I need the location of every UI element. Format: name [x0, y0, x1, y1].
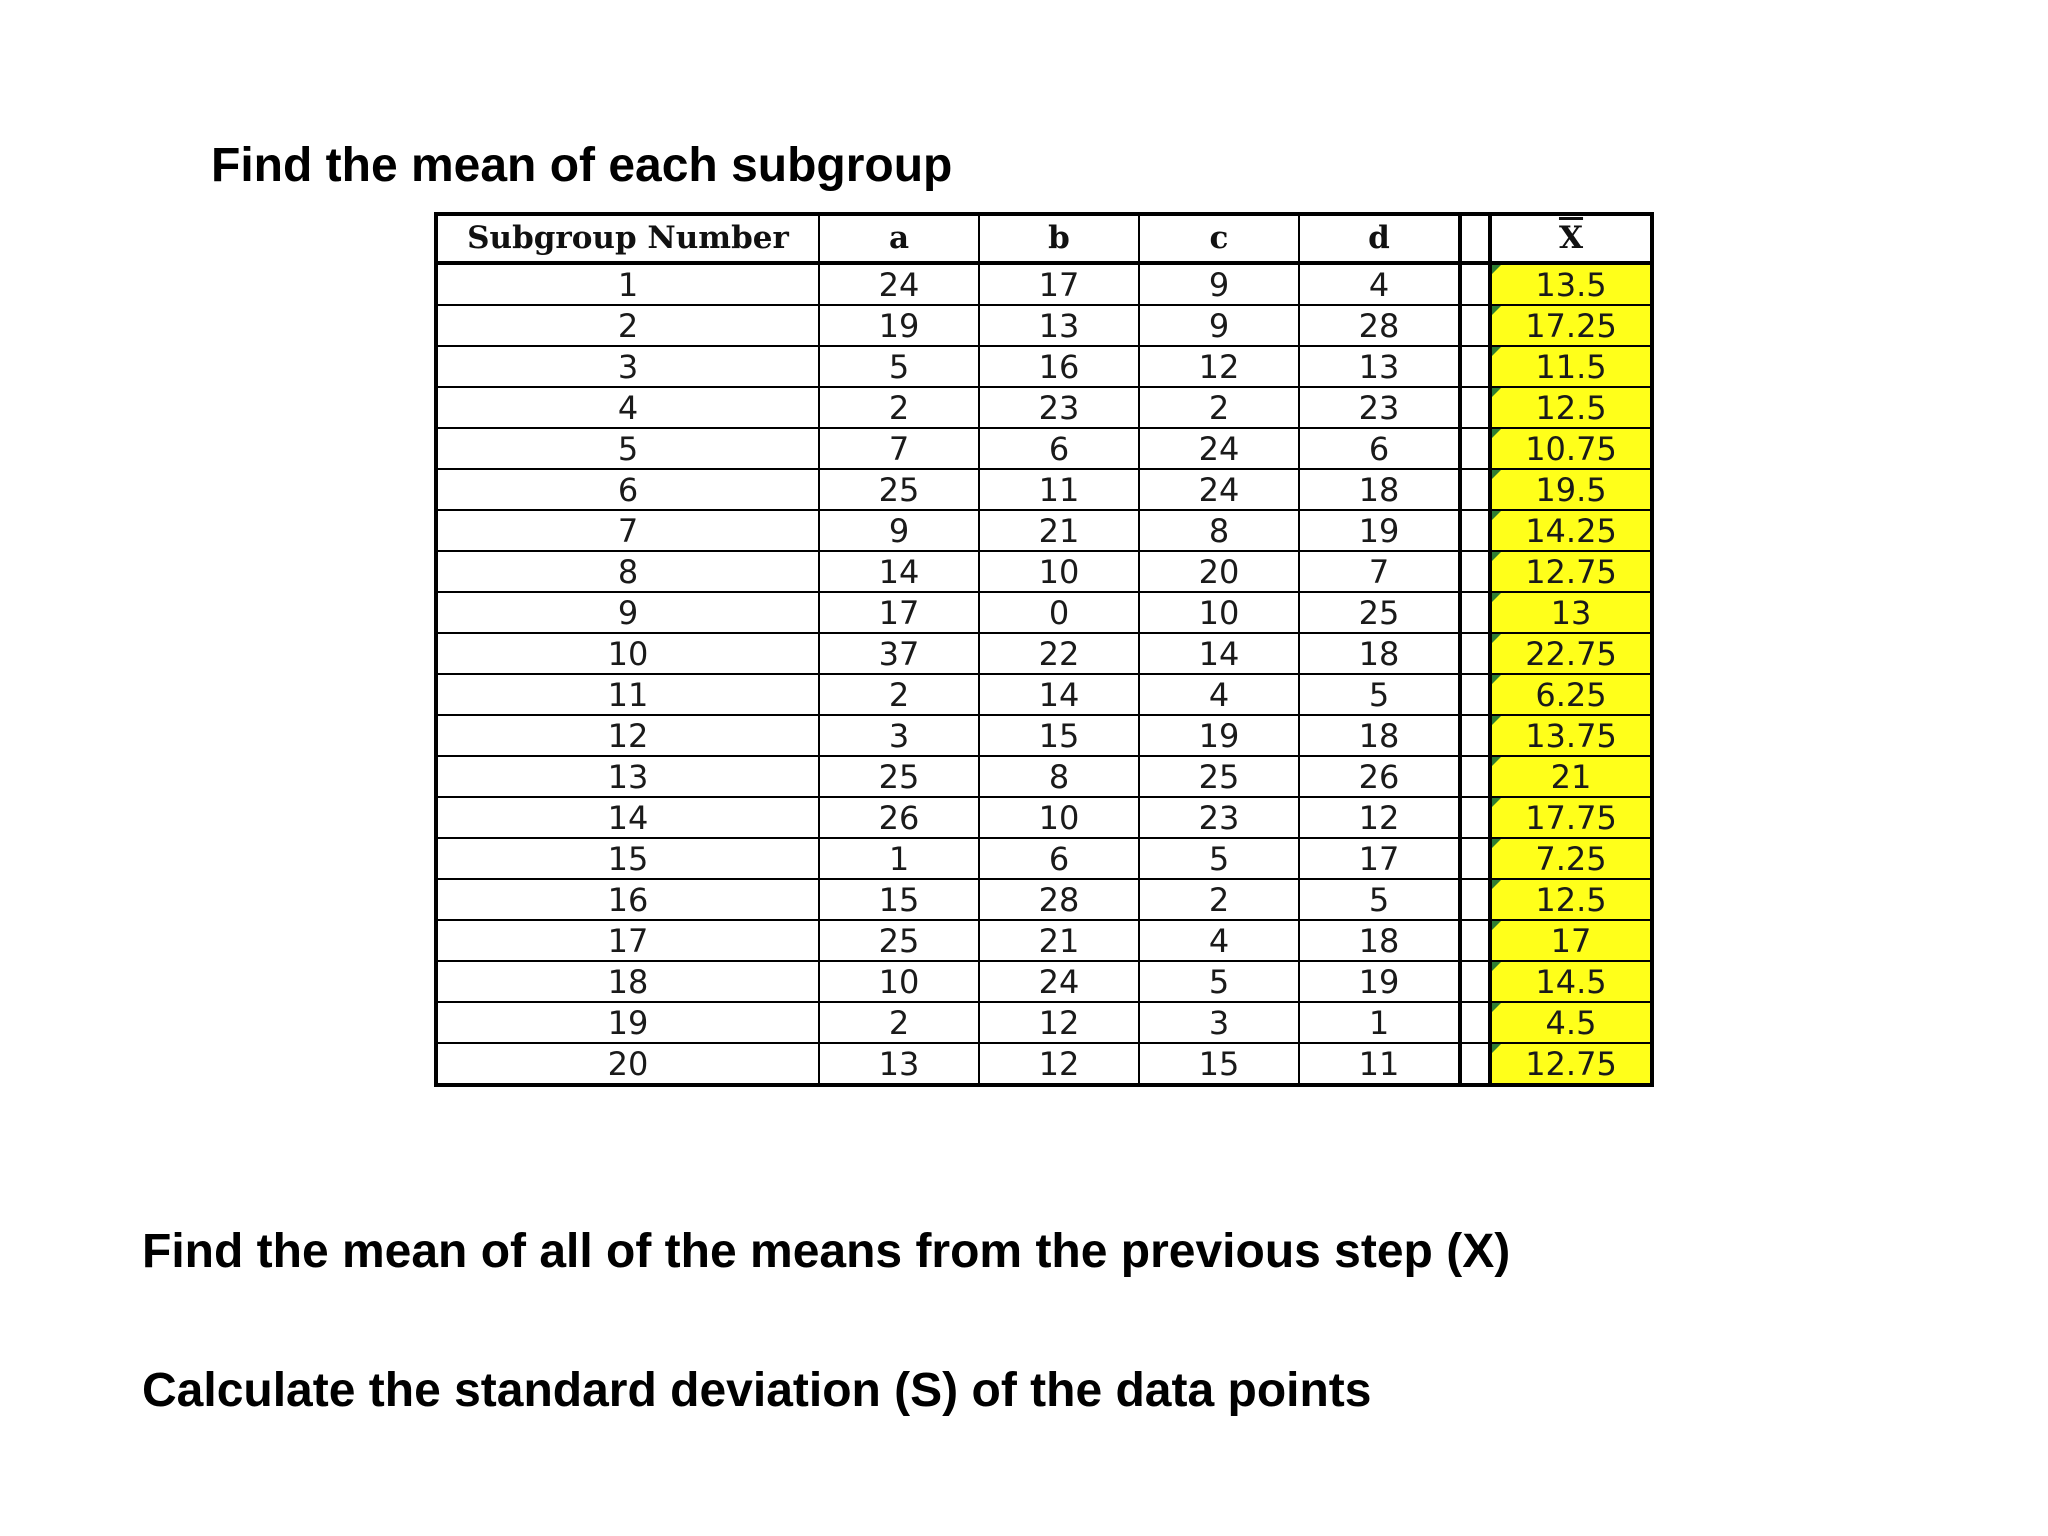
cell-a[interactable]: 14: [819, 551, 979, 592]
cell-subgroup-number[interactable]: 1: [436, 263, 819, 305]
cell-subgroup-number[interactable]: 9: [436, 592, 819, 633]
table-row: [436, 469, 1652, 510]
cell-a[interactable]: 2: [819, 387, 979, 428]
cell-b[interactable]: 21: [979, 510, 1139, 551]
cell-subgroup-number[interactable]: 13: [436, 756, 819, 797]
cell-a[interactable]: 26: [819, 797, 979, 838]
heading-grand-mean: Find the mean of all of the means from the previous step (X): [142, 1225, 1511, 1278]
header-a: a: [819, 214, 979, 263]
table-row: [436, 305, 1652, 346]
cell-c[interactable]: 2: [1139, 879, 1299, 920]
table-row: [436, 879, 1652, 920]
cell-mean[interactable]: 10.75: [1490, 428, 1652, 469]
cell-d[interactable]: 7: [1299, 551, 1460, 592]
cell-a[interactable]: 37: [819, 633, 979, 674]
header-spacer: [1460, 214, 1490, 263]
cell-b[interactable]: 24: [979, 961, 1139, 1002]
table-row: [436, 838, 1652, 879]
cell-mean[interactable]: 17: [1490, 920, 1652, 961]
table-row: [436, 428, 1652, 469]
cell-c[interactable]: 23: [1139, 797, 1299, 838]
cell-d[interactable]: 13: [1299, 346, 1460, 387]
cell-c[interactable]: 19: [1139, 715, 1299, 756]
cell-c[interactable]: 5: [1139, 961, 1299, 1002]
cell-b[interactable]: 17: [979, 263, 1139, 305]
cell-a[interactable]: 3: [819, 715, 979, 756]
cell-c[interactable]: 14: [1139, 633, 1299, 674]
cell-b[interactable]: 21: [979, 920, 1139, 961]
cell-mean[interactable]: 12.75: [1490, 1043, 1652, 1085]
cell-spacer: [1460, 469, 1490, 510]
cell-a[interactable]: 10: [819, 961, 979, 1002]
cell-b[interactable]: 15: [979, 715, 1139, 756]
table-row: [436, 387, 1652, 428]
cell-b[interactable]: 12: [979, 1043, 1139, 1085]
table-row: [436, 510, 1652, 551]
cell-d[interactable]: 19: [1299, 510, 1460, 551]
cell-mean[interactable]: 13.5: [1490, 263, 1652, 305]
cell-d[interactable]: 12: [1299, 797, 1460, 838]
cell-a[interactable]: 25: [819, 920, 979, 961]
cell-d[interactable]: 6: [1299, 428, 1460, 469]
cell-d[interactable]: 19: [1299, 961, 1460, 1002]
cell-subgroup-number[interactable]: 2: [436, 305, 819, 346]
cell-spacer: [1460, 674, 1490, 715]
cell-spacer: [1460, 592, 1490, 633]
cell-d[interactable]: 26: [1299, 756, 1460, 797]
cell-d[interactable]: 5: [1299, 879, 1460, 920]
cell-mean[interactable]: 11.5: [1490, 346, 1652, 387]
header-row: [436, 214, 1652, 263]
cell-mean[interactable]: 12.75: [1490, 551, 1652, 592]
cell-subgroup-number[interactable]: 10: [436, 633, 819, 674]
header-d: d: [1299, 214, 1460, 263]
header-subgroup-number: Subgroup Number: [436, 214, 819, 263]
cell-a[interactable]: 7: [819, 428, 979, 469]
cell-b[interactable]: 10: [979, 797, 1139, 838]
cell-b[interactable]: 6: [979, 428, 1139, 469]
cell-spacer: [1460, 510, 1490, 551]
cell-c[interactable]: 4: [1139, 920, 1299, 961]
cell-spacer: [1460, 428, 1490, 469]
table-row: [436, 756, 1652, 797]
cell-c[interactable]: 3: [1139, 1002, 1299, 1043]
cell-d[interactable]: 25: [1299, 592, 1460, 633]
cell-a[interactable]: 2: [819, 674, 979, 715]
cell-mean[interactable]: 13: [1490, 592, 1652, 633]
cell-mean[interactable]: 6.25: [1490, 674, 1652, 715]
cell-subgroup-number[interactable]: 15: [436, 838, 819, 879]
cell-mean[interactable]: 12.5: [1490, 387, 1652, 428]
cell-d[interactable]: 18: [1299, 920, 1460, 961]
cell-a[interactable]: 1: [819, 838, 979, 879]
cell-spacer: [1460, 1043, 1490, 1085]
spreadsheet-grid: [434, 212, 1654, 1087]
cell-subgroup-number[interactable]: 7: [436, 510, 819, 551]
cell-b[interactable]: 13: [979, 305, 1139, 346]
cell-b[interactable]: 8: [979, 756, 1139, 797]
cell-mean[interactable]: 19.5: [1490, 469, 1652, 510]
cell-d[interactable]: 18: [1299, 469, 1460, 510]
cell-d[interactable]: 1: [1299, 1002, 1460, 1043]
cell-c[interactable]: 9: [1139, 305, 1299, 346]
cell-mean[interactable]: 7.25: [1490, 838, 1652, 879]
table-row: [436, 551, 1652, 592]
table-row: [436, 715, 1652, 756]
cell-c[interactable]: 4: [1139, 674, 1299, 715]
cell-c[interactable]: 24: [1139, 469, 1299, 510]
cell-d[interactable]: 5: [1299, 674, 1460, 715]
cell-mean[interactable]: 13.75: [1490, 715, 1652, 756]
cell-mean[interactable]: 14.25: [1490, 510, 1652, 551]
cell-b[interactable]: 16: [979, 346, 1139, 387]
subgroup-data-table: [434, 212, 1654, 1087]
cell-c[interactable]: 10: [1139, 592, 1299, 633]
cell-b[interactable]: 11: [979, 469, 1139, 510]
cell-c[interactable]: 5: [1139, 838, 1299, 879]
cell-spacer: [1460, 756, 1490, 797]
table-row: [436, 674, 1652, 715]
cell-d[interactable]: 18: [1299, 715, 1460, 756]
cell-spacer: [1460, 305, 1490, 346]
cell-d[interactable]: 18: [1299, 633, 1460, 674]
table-row: [436, 920, 1652, 961]
cell-d[interactable]: 17: [1299, 838, 1460, 879]
cell-subgroup-number[interactable]: 3: [436, 346, 819, 387]
cell-d[interactable]: 11: [1299, 1043, 1460, 1085]
heading-standard-deviation: Calculate the standard deviation (S) of the data points: [142, 1364, 1372, 1417]
cell-a[interactable]: 17: [819, 592, 979, 633]
cell-c[interactable]: 2: [1139, 387, 1299, 428]
cell-a[interactable]: 19: [819, 305, 979, 346]
cell-spacer: [1460, 961, 1490, 1002]
table-row: [436, 1002, 1652, 1043]
cell-b[interactable]: 6: [979, 838, 1139, 879]
cell-a[interactable]: 15: [819, 879, 979, 920]
table-row: [436, 633, 1652, 674]
cell-c[interactable]: 24: [1139, 428, 1299, 469]
cell-spacer: [1460, 633, 1490, 674]
cell-subgroup-number[interactable]: 18: [436, 961, 819, 1002]
cell-spacer: [1460, 715, 1490, 756]
cell-subgroup-number[interactable]: 12: [436, 715, 819, 756]
table-row: [436, 797, 1652, 838]
cell-subgroup-number[interactable]: 4: [436, 387, 819, 428]
cell-b[interactable]: 28: [979, 879, 1139, 920]
cell-subgroup-number[interactable]: 14: [436, 797, 819, 838]
cell-b[interactable]: 22: [979, 633, 1139, 674]
cell-spacer: [1460, 797, 1490, 838]
cell-subgroup-number[interactable]: 16: [436, 879, 819, 920]
table-row: [436, 592, 1652, 633]
cell-mean[interactable]: 17.75: [1490, 797, 1652, 838]
cell-subgroup-number[interactable]: 19: [436, 1002, 819, 1043]
cell-a[interactable]: 25: [819, 469, 979, 510]
cell-spacer: [1460, 838, 1490, 879]
cell-spacer: [1460, 920, 1490, 961]
cell-mean[interactable]: 22.75: [1490, 633, 1652, 674]
cell-subgroup-number[interactable]: 5: [436, 428, 819, 469]
cell-a[interactable]: 24: [819, 263, 979, 305]
cell-spacer: [1460, 346, 1490, 387]
header-c: c: [1139, 214, 1299, 263]
cell-c[interactable]: 25: [1139, 756, 1299, 797]
cell-b[interactable]: 0: [979, 592, 1139, 633]
cell-b[interactable]: 14: [979, 674, 1139, 715]
cell-d[interactable]: 4: [1299, 263, 1460, 305]
cell-d[interactable]: 28: [1299, 305, 1460, 346]
cell-a[interactable]: 25: [819, 756, 979, 797]
table-body: [436, 263, 1652, 1085]
cell-subgroup-number[interactable]: 11: [436, 674, 819, 715]
cell-a[interactable]: 2: [819, 1002, 979, 1043]
cell-c[interactable]: 9: [1139, 263, 1299, 305]
cell-mean[interactable]: 12.5: [1490, 879, 1652, 920]
cell-spacer: [1460, 551, 1490, 592]
cell-spacer: [1460, 387, 1490, 428]
cell-mean[interactable]: 14.5: [1490, 961, 1652, 1002]
header-b: b: [979, 214, 1139, 263]
header-mean-xbar: $\overline{X}$: [1490, 214, 1652, 263]
cell-subgroup-number[interactable]: 8: [436, 551, 819, 592]
cell-a[interactable]: 13: [819, 1043, 979, 1085]
cell-b[interactable]: 23: [979, 387, 1139, 428]
cell-subgroup-number[interactable]: 20: [436, 1043, 819, 1085]
table-row: [436, 263, 1652, 305]
cell-d[interactable]: 23: [1299, 387, 1460, 428]
cell-spacer: [1460, 879, 1490, 920]
cell-b[interactable]: 10: [979, 551, 1139, 592]
cell-mean[interactable]: 17.25: [1490, 305, 1652, 346]
cell-c[interactable]: 12: [1139, 346, 1299, 387]
cell-spacer: [1460, 263, 1490, 305]
cell-a[interactable]: 5: [819, 346, 979, 387]
cell-subgroup-number[interactable]: 6: [436, 469, 819, 510]
cell-c[interactable]: 15: [1139, 1043, 1299, 1085]
table-row: [436, 961, 1652, 1002]
cell-mean[interactable]: 21: [1490, 756, 1652, 797]
heading-find-subgroup-mean: Find the mean of each subgroup: [211, 139, 953, 192]
cell-subgroup-number[interactable]: 17: [436, 920, 819, 961]
cell-c[interactable]: 20: [1139, 551, 1299, 592]
table-row: [436, 1043, 1652, 1085]
cell-spacer: [1460, 1002, 1490, 1043]
cell-mean[interactable]: 4.5: [1490, 1002, 1652, 1043]
cell-a[interactable]: 9: [819, 510, 979, 551]
cell-c[interactable]: 8: [1139, 510, 1299, 551]
table-row: [436, 346, 1652, 387]
cell-b[interactable]: 12: [979, 1002, 1139, 1043]
